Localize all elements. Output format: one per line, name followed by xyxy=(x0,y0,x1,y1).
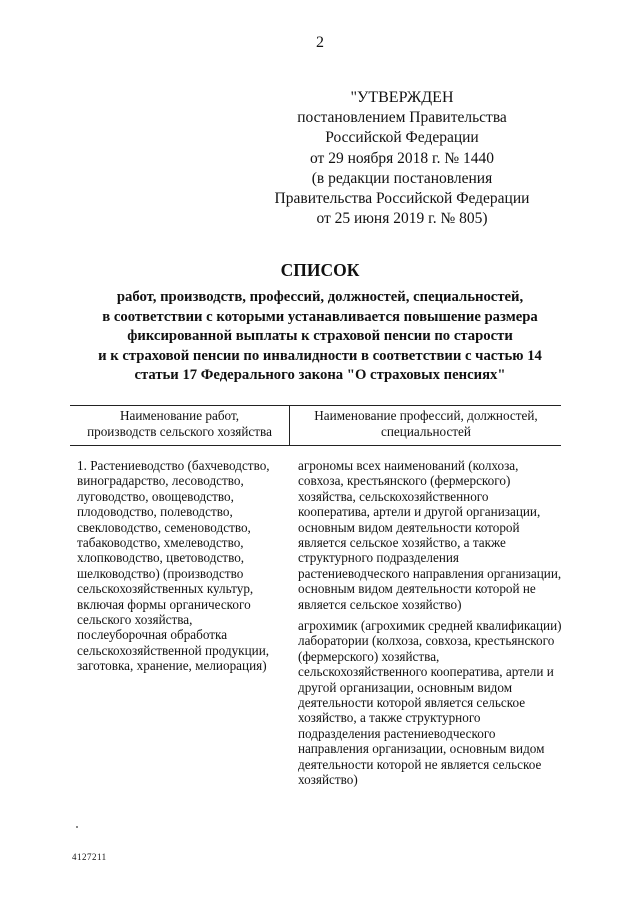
cell-line: подразделения растениеводческого xyxy=(298,725,496,741)
cell-line: хозяйство, а также структурного xyxy=(298,710,481,726)
cell-line: сельскохозяйственных культур, xyxy=(77,581,254,597)
header-line: производств сельского хозяйства xyxy=(87,424,272,439)
cell-line: другой организации, основным видом xyxy=(298,679,513,695)
cell-line: основным видом деятельности которой xyxy=(298,519,520,535)
margin-mark xyxy=(76,826,78,828)
cell-line: структурного подразделения xyxy=(298,550,459,566)
cell-line: сельскохозяйственного кооператива, артели и xyxy=(298,664,554,680)
cell-line: (фермерского) хозяйства, xyxy=(298,648,440,664)
cell-line: табаководство, хмелеводство, xyxy=(77,535,244,551)
cell-line: растениеводческого направления организации, xyxy=(298,565,562,581)
cell-line: послеуборочная обработка xyxy=(77,627,228,643)
table-header-works xyxy=(72,408,287,440)
approval-stamp xyxy=(262,88,542,229)
cell-line: основным видом деятельности которой не xyxy=(298,581,536,597)
subtitle-line: и к страховой пенсии по инвалидности в соответствии с частью 14 xyxy=(98,347,542,364)
cell-line: хозяйства, сельскохозяйственного xyxy=(298,488,489,504)
document-code: 4127211 xyxy=(72,852,107,862)
table-header-border xyxy=(70,445,561,446)
cell-line: сельскохозяйственной продукции, xyxy=(77,642,270,658)
cell-line: деятельности которой является сельское xyxy=(298,695,526,711)
approval-title: "УТВЕРЖДЕН xyxy=(350,89,454,106)
table-cell-works xyxy=(77,458,289,674)
cell-line: 1. Растениеводство (бахчеводство, xyxy=(77,458,270,473)
cell-line: свекловодство, семеноводство, xyxy=(77,519,251,535)
cell-line: лаборатории (колхоза, совхоза, крестьянского xyxy=(298,633,555,649)
table-top-border xyxy=(70,405,561,406)
table-cell-agrochemist xyxy=(298,618,564,787)
cell-line: кооператива, артели и другой организации, xyxy=(298,504,541,520)
cell-line: направления организации, основным видом xyxy=(298,741,545,757)
cell-line: агрономы всех наименований (колхоза, xyxy=(298,458,519,473)
cell-line: плодоводство, полеводство, xyxy=(77,504,233,520)
cell-line: виноградарство, лесоводство, xyxy=(77,473,244,489)
cell-line: совхоза, крестьянского (фермерского) xyxy=(298,473,511,489)
cell-line: хлопководство, цветоводство, xyxy=(77,550,245,566)
approval-line: (в редакции постановления xyxy=(311,169,493,187)
approval-line: постановлением Правительства xyxy=(297,109,507,127)
document-subtitle xyxy=(60,288,580,386)
subtitle-line: работ, производств, профессий, должностей, специальностей, xyxy=(116,289,524,305)
document-title: СПИСОК xyxy=(280,260,360,280)
table-header-professions xyxy=(291,408,561,440)
approval-line: Российской Федерации xyxy=(325,129,479,147)
header-line: специальностей xyxy=(381,424,471,439)
cell-line: включая формы органического xyxy=(77,596,251,612)
cell-line: является сельское хозяйство, а также xyxy=(298,535,506,551)
cell-line: является сельское хозяйство) xyxy=(298,596,462,612)
cell-line: хозяйство) xyxy=(298,772,358,788)
cell-line: заготовка, хранение, мелиорация) xyxy=(77,658,267,674)
subtitle-line: в соответствии с которыми устанавливается повышение размера xyxy=(102,308,538,325)
approval-line: от 29 ноября 2018 г. № 1440 xyxy=(310,149,494,167)
table-cell-agronomists xyxy=(298,458,564,612)
approval-line: Правительства Российской Федерации xyxy=(274,190,530,208)
page-number: 2 xyxy=(316,34,324,51)
table-column-divider xyxy=(289,405,290,445)
subtitle-line: статьи 17 Федерального закона "О страховых пенсиях" xyxy=(134,367,506,384)
cell-line: деятельности которой не является сельское xyxy=(298,756,542,772)
approval-line: от 25 июня 2019 г. № 805) xyxy=(316,210,488,228)
header-line: Наименование профессий, должностей, xyxy=(314,408,538,423)
cell-line: луговодство, овощеводство, xyxy=(77,488,234,504)
header-line: Наименование работ, xyxy=(119,408,240,423)
cell-line: сельского хозяйства, xyxy=(77,612,193,628)
cell-line: шелководство) (производство xyxy=(77,565,244,581)
cell-line: агрохимик (агрохимик средней квалификации) xyxy=(298,618,562,633)
subtitle-line: фиксированной выплаты к страховой пенсии по старости xyxy=(127,328,513,345)
